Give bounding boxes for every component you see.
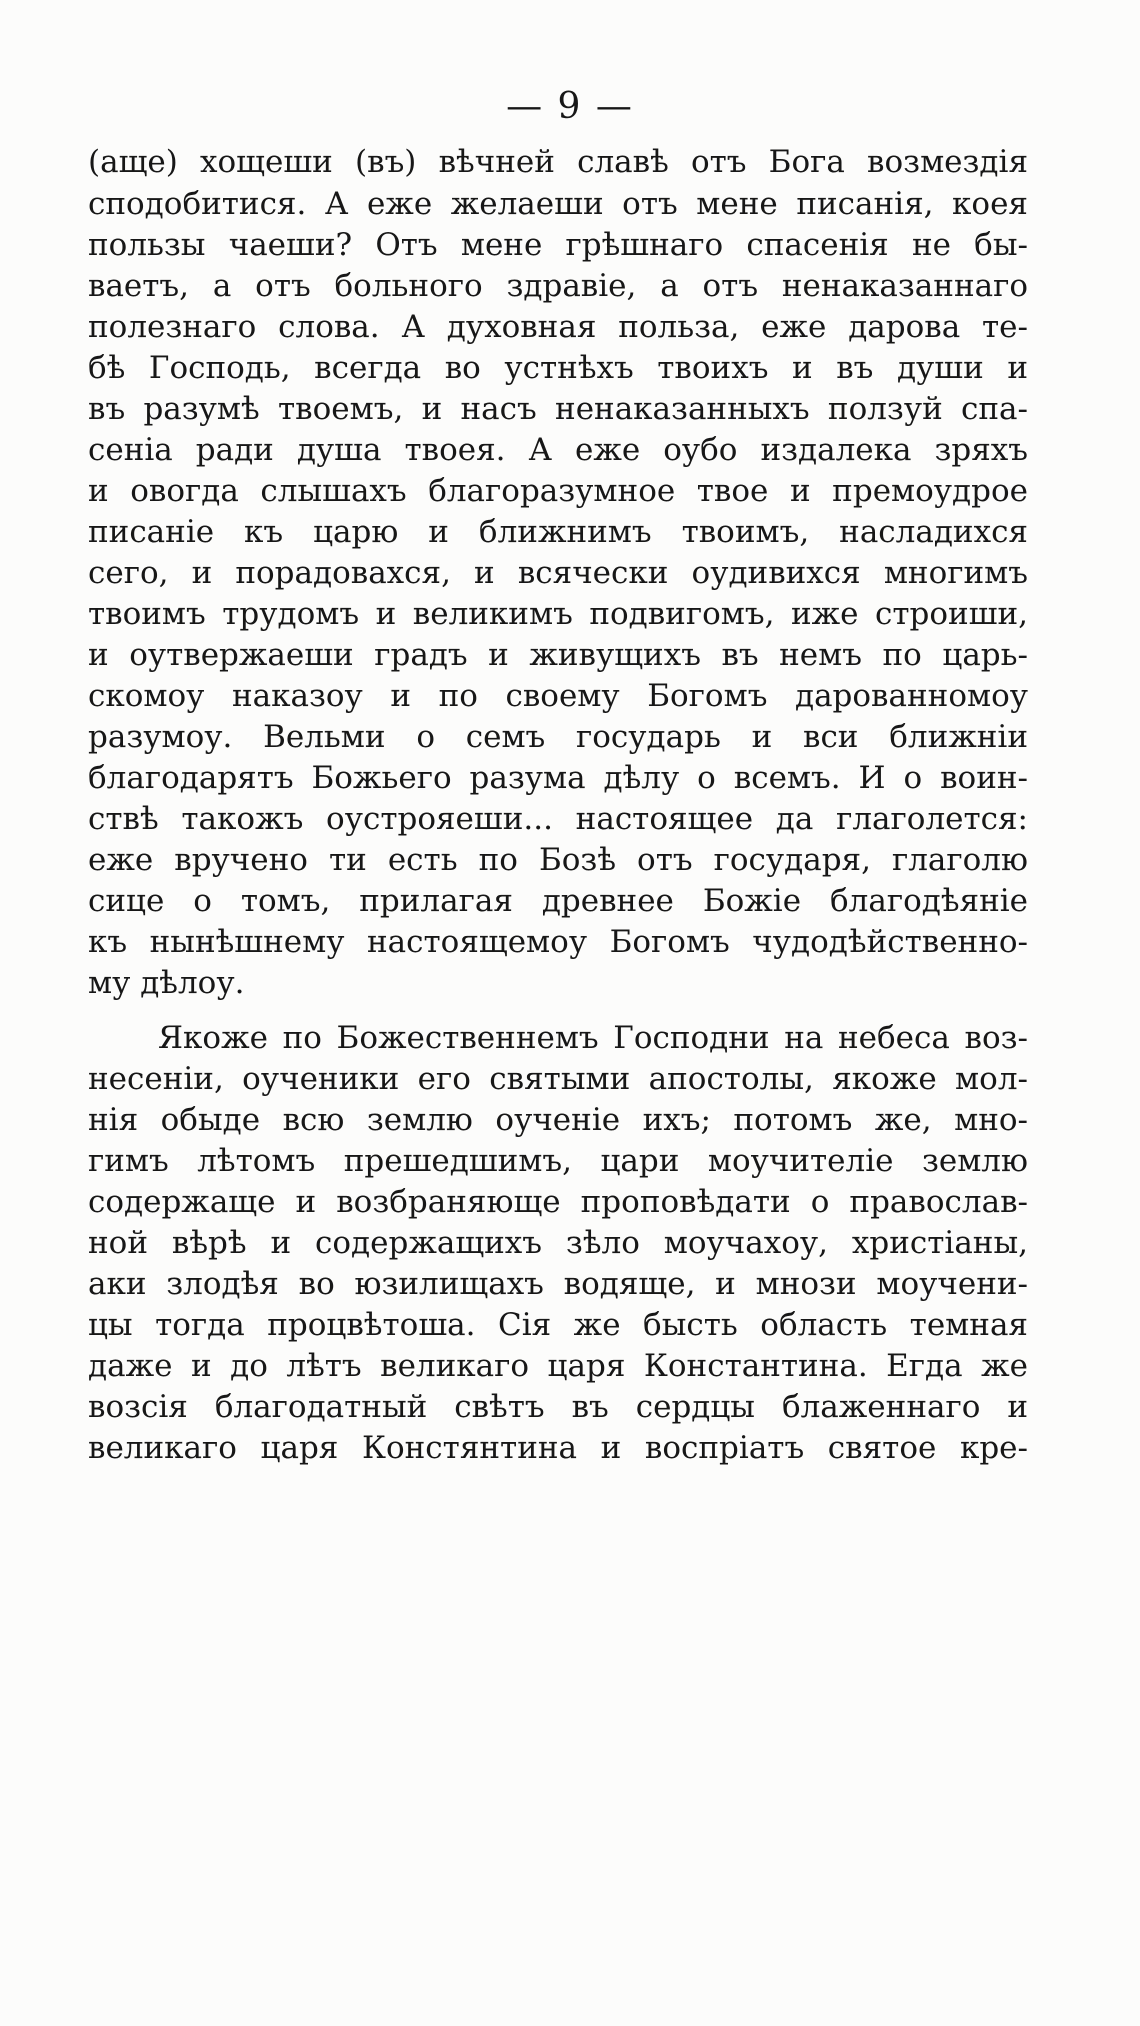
text-line: гимъ лѣтомъ прешедшимъ, цари моучителіе землю bbox=[88, 1143, 1028, 1179]
text-line: ствѣ такожъ оустрояеши... настоящее да глаголется: bbox=[88, 801, 1028, 837]
text-line: великаго царя Констянтина и воспріатъ святое кре- bbox=[88, 1430, 1028, 1466]
text-line: сего, и порадовахся, и всячески оудивихся многимъ bbox=[88, 555, 1028, 591]
text-line: въ разумѣ твоемъ, и насъ ненаказанныхъ ползуй спа- bbox=[88, 391, 1028, 427]
text-line: разумоу. Вельми о семъ государь и вси ближніи bbox=[88, 719, 1028, 755]
text-line: и оутвержаеши градъ и живущихъ въ немъ по царь- bbox=[88, 637, 1028, 673]
text-line: даже и до лѣтъ великаго царя Константина. Егда же bbox=[88, 1348, 1028, 1384]
text-line: твоимъ трудомъ и великимъ подвигомъ, иже строиши, bbox=[88, 596, 1028, 632]
text-line: нія обыде всю землю оученіе ихъ; потомъ же, мно- bbox=[88, 1102, 1028, 1138]
text-line: цы тогда процвѣтоша. Сія же бысть область темная bbox=[88, 1307, 1028, 1343]
text-line: еже вручено ти есть по Бозѣ отъ государя, глаголю bbox=[88, 842, 1028, 878]
text-line: скомоу наказоу и по своему Богомъ дарованномоу bbox=[88, 678, 1028, 714]
text-line: возсія благодатный свѣтъ въ сердцы блаженнаго и bbox=[88, 1389, 1028, 1425]
text-line: му дѣлоу. bbox=[88, 965, 245, 1001]
text-line: благодарятъ Божьего разума дѣлу о всемъ. И о воин- bbox=[88, 760, 1028, 796]
text-line: несеніи, оученики его святыми апостолы, якоже мол- bbox=[88, 1061, 1028, 1097]
text-line: (аще) хощеши (въ) вѣчней славѣ отъ Бога возмездія bbox=[88, 144, 1028, 180]
text-line: писаніе къ царю и ближнимъ твоимъ, насладихся bbox=[88, 514, 1028, 550]
text-line: ной вѣрѣ и содержащихъ зѣло моучахоу, христіаны, bbox=[88, 1225, 1028, 1261]
text-line: ваетъ, а отъ больного здравіе, а отъ ненаказаннаго bbox=[88, 268, 1028, 304]
text-line: къ нынѣшнему настоящемоу Богомъ чудодѣйственно- bbox=[88, 924, 1028, 960]
text-line: сице о томъ, прилагая древнее Божіе благодѣяніе bbox=[88, 883, 1028, 919]
text-line: сеніа ради душа твоея. А еже оубо издалека зряхъ bbox=[88, 432, 1028, 468]
text-line: и овогда слышахъ благоразумное твое и премоудрое bbox=[88, 473, 1028, 509]
text-line: содержаще и возбраняюще проповѣдати о православ- bbox=[88, 1184, 1028, 1220]
text-line: пользы чаеши? Отъ мене грѣшнаго спасенія не бы- bbox=[88, 227, 1028, 263]
text-line: бѣ Господь, всегда во устнѣхъ твоихъ и въ души и bbox=[88, 350, 1028, 386]
text-line: Якоже по Божественнемъ Господни на небеса воз- bbox=[158, 1020, 1028, 1056]
page-number: — 9 — bbox=[506, 86, 634, 127]
text-line: полезнаго слова. А духовная польза, еже дарова те- bbox=[88, 309, 1028, 345]
text-line: аки злодѣя во юзилищахъ водяще, и мнози моучени- bbox=[88, 1266, 1028, 1302]
text-line: сподобитися. А еже желаеши отъ мене писанія, коея bbox=[88, 186, 1028, 222]
